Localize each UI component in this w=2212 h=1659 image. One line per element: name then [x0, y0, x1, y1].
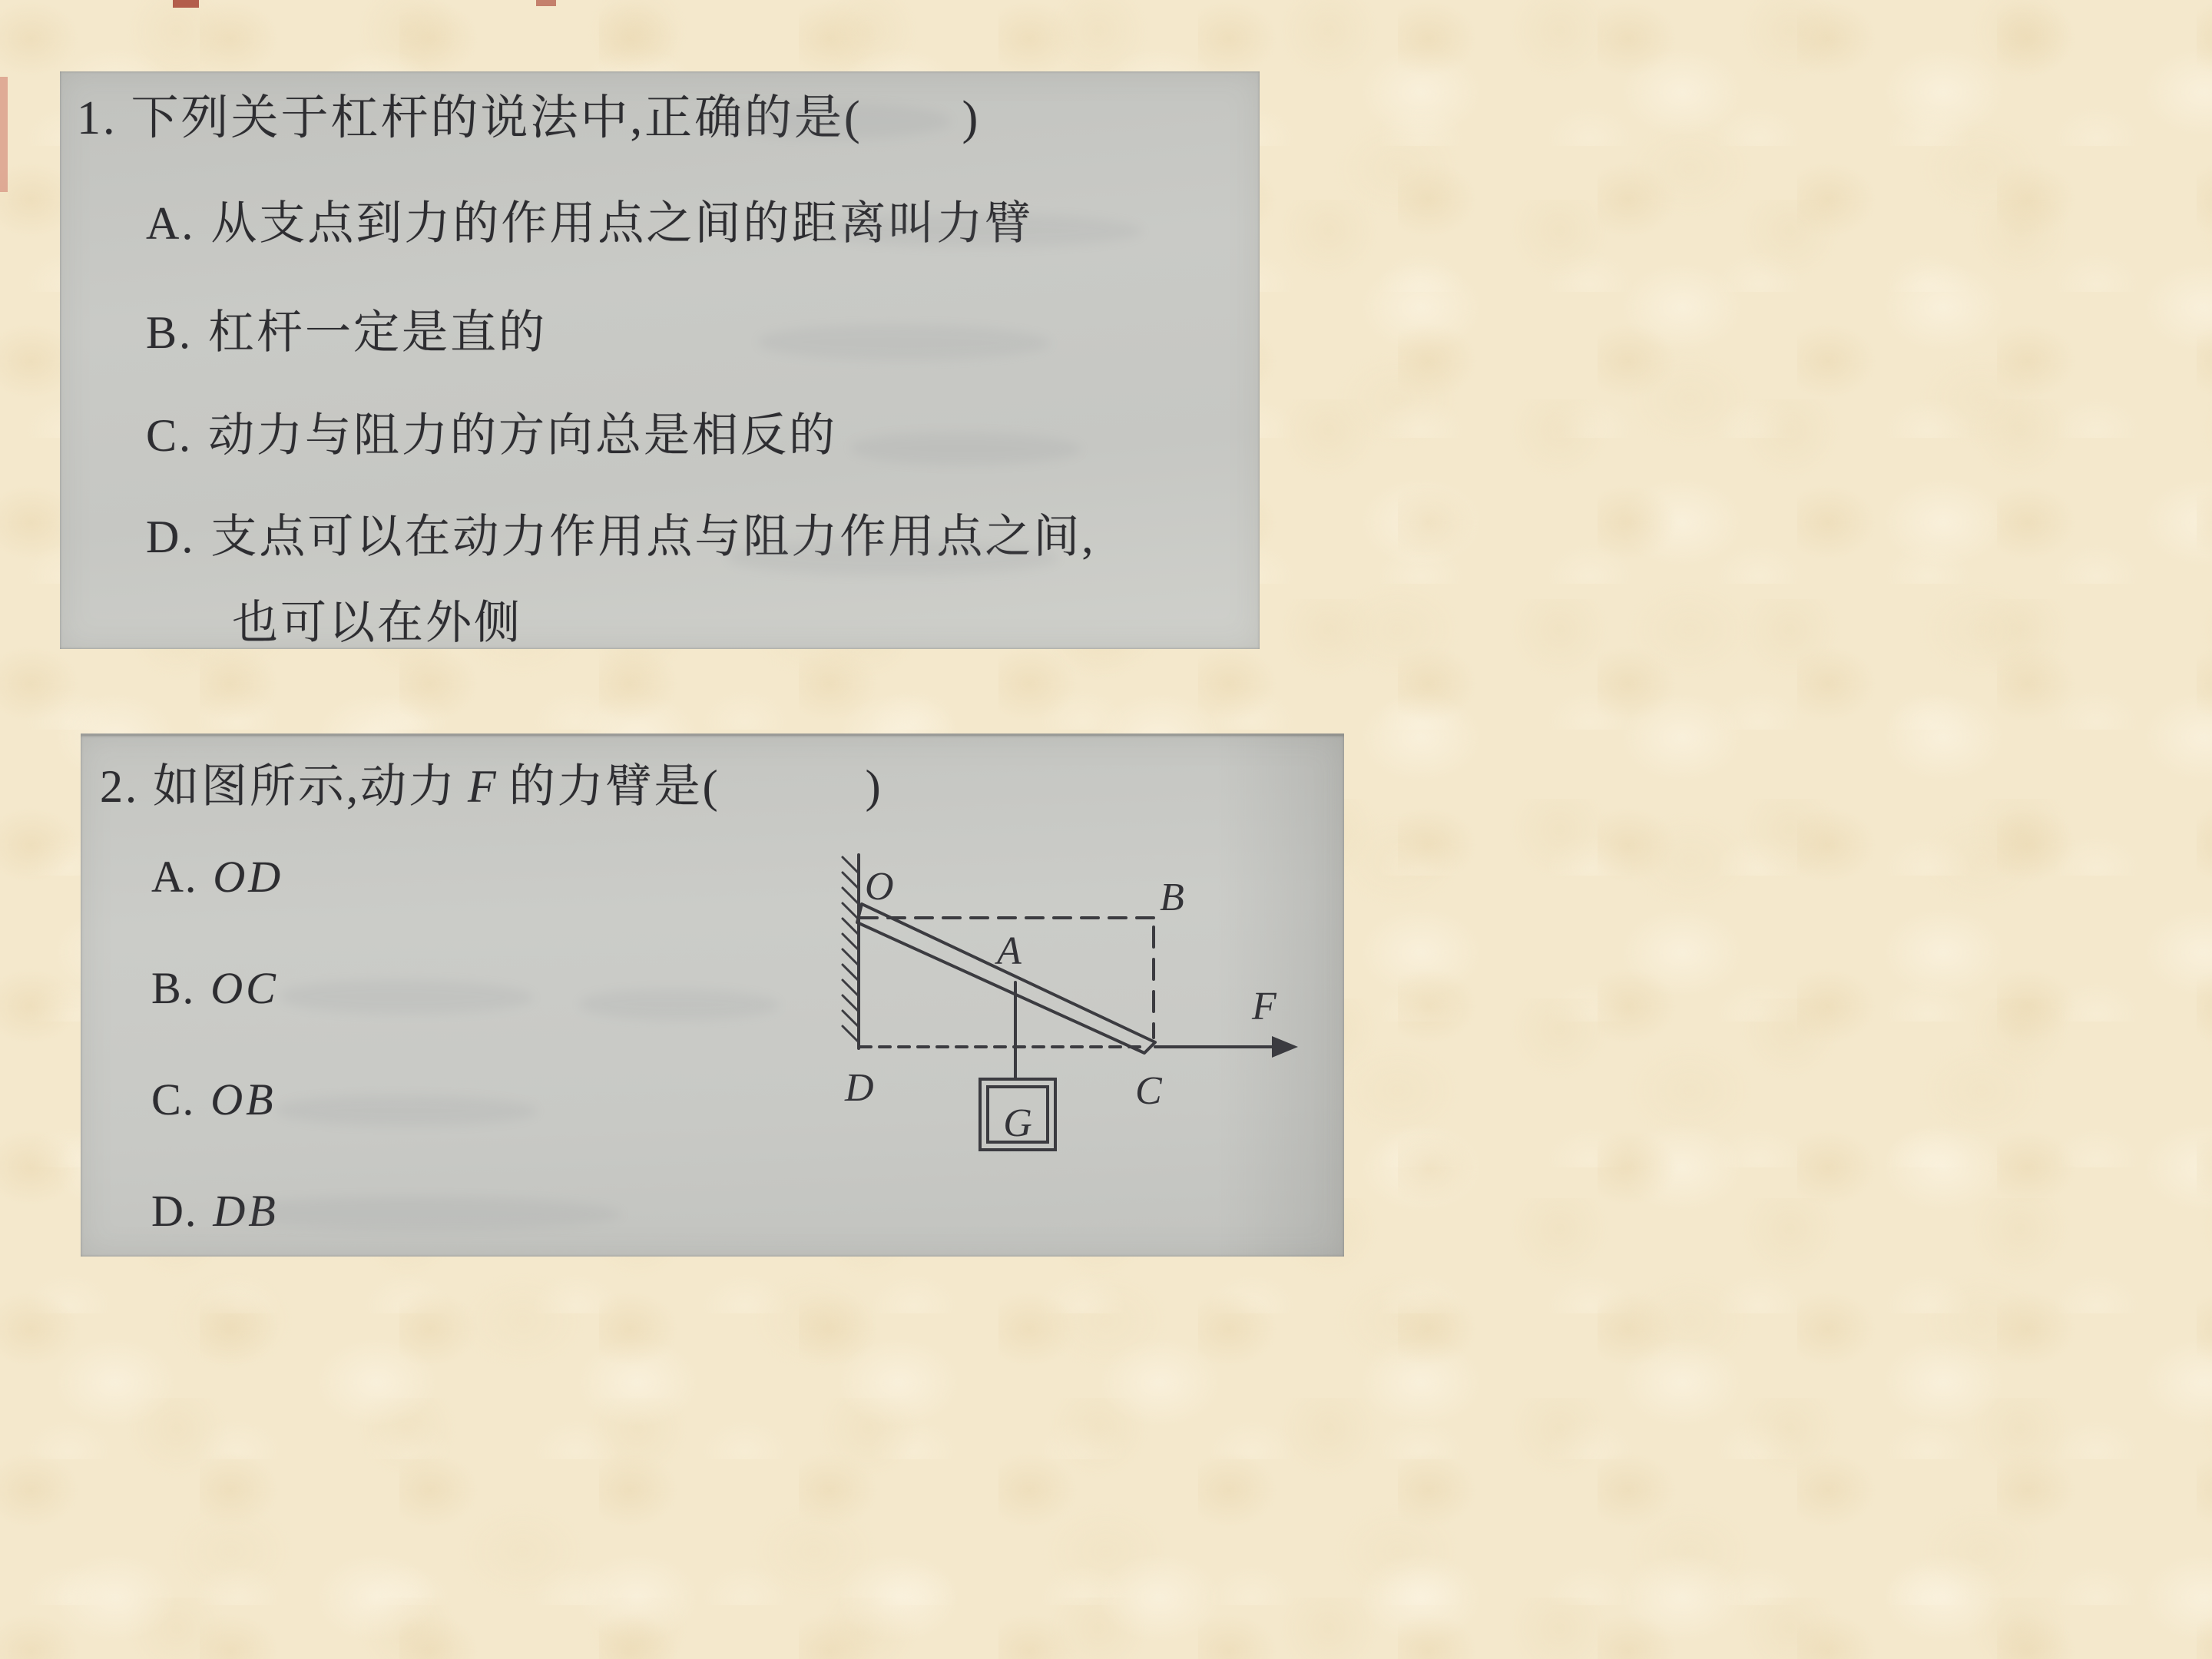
- label-C: C: [1135, 1069, 1162, 1113]
- option-c-value: OB: [210, 1075, 276, 1124]
- question2-option-b: [151, 962, 279, 1014]
- force-symbol: F: [468, 761, 498, 812]
- option-a-label: A.: [146, 198, 196, 249]
- option-c-text: 动力与阻力的方向总是相反的: [208, 410, 838, 461]
- label-G: G: [1003, 1101, 1032, 1145]
- question1-option-c: [146, 399, 837, 465]
- option-d-label: D.: [146, 512, 196, 562]
- scan-artifact-edge-streak: [0, 77, 8, 192]
- question1-stem-text: 下列关于杠杆的说法中,正确的是( ): [131, 92, 981, 144]
- bleed-through-smudge: [851, 432, 1081, 465]
- bleed-through-smudge: [280, 980, 534, 1014]
- option-b-text: 杠杆一定是直的: [208, 307, 548, 358]
- option-b-label: B.: [151, 963, 196, 1013]
- bleed-through-smudge: [759, 325, 1051, 360]
- option-a-label: A.: [151, 852, 198, 902]
- question2-photo: [81, 733, 1344, 1257]
- bleed-through-smudge: [223, 1197, 622, 1230]
- question2-option-a: [151, 851, 283, 902]
- option-c-label: C.: [146, 410, 194, 461]
- option-a-text: 从支点到力的作用点之间的距离叫力臂: [210, 198, 1034, 249]
- question2-option-c: [151, 1074, 276, 1125]
- bleed-through-smudge: [728, 540, 1058, 575]
- label-F: F: [1252, 985, 1277, 1028]
- question2-stem: [100, 750, 883, 816]
- scan-artifact-red-mark: [536, 0, 556, 6]
- option-d-text: 支点可以在动力作用点与阻力作用点之间,: [210, 512, 1096, 562]
- option-b-value: OC: [210, 963, 279, 1013]
- bleed-through-smudge: [276, 1095, 538, 1126]
- question1-number: 1.: [77, 92, 118, 144]
- option-d-label: D.: [151, 1186, 198, 1236]
- question1-option-d-continuation: 也可以在外侧: [232, 598, 522, 648]
- option-c-label: C.: [151, 1075, 196, 1124]
- bleed-through-smudge: [720, 102, 951, 139]
- lever-rod: [857, 904, 1155, 1053]
- label-A: A: [997, 929, 1022, 973]
- label-D: D: [845, 1066, 874, 1110]
- force-arrow-head: [1272, 1036, 1298, 1058]
- question2-number: 2.: [100, 761, 139, 812]
- bleed-through-smudge: [580, 989, 780, 1020]
- option-b-label: B.: [146, 307, 194, 358]
- bleed-through-smudge: [820, 214, 1143, 247]
- question1-option-b: [146, 296, 547, 362]
- wall: [843, 855, 859, 1048]
- lever-diagram: [830, 832, 1336, 1216]
- option-d-value: DB: [213, 1186, 279, 1236]
- label-B: B: [1160, 876, 1184, 919]
- question2-stem-prefix: 如图所示,动力: [153, 761, 457, 812]
- label-O: O: [865, 865, 894, 909]
- question1-photo: [60, 71, 1260, 649]
- question2-stem-suffix: 的力臂是( ): [508, 761, 883, 812]
- option-a-value: OD: [213, 852, 284, 902]
- scan-artifact-red-mark: [173, 0, 199, 8]
